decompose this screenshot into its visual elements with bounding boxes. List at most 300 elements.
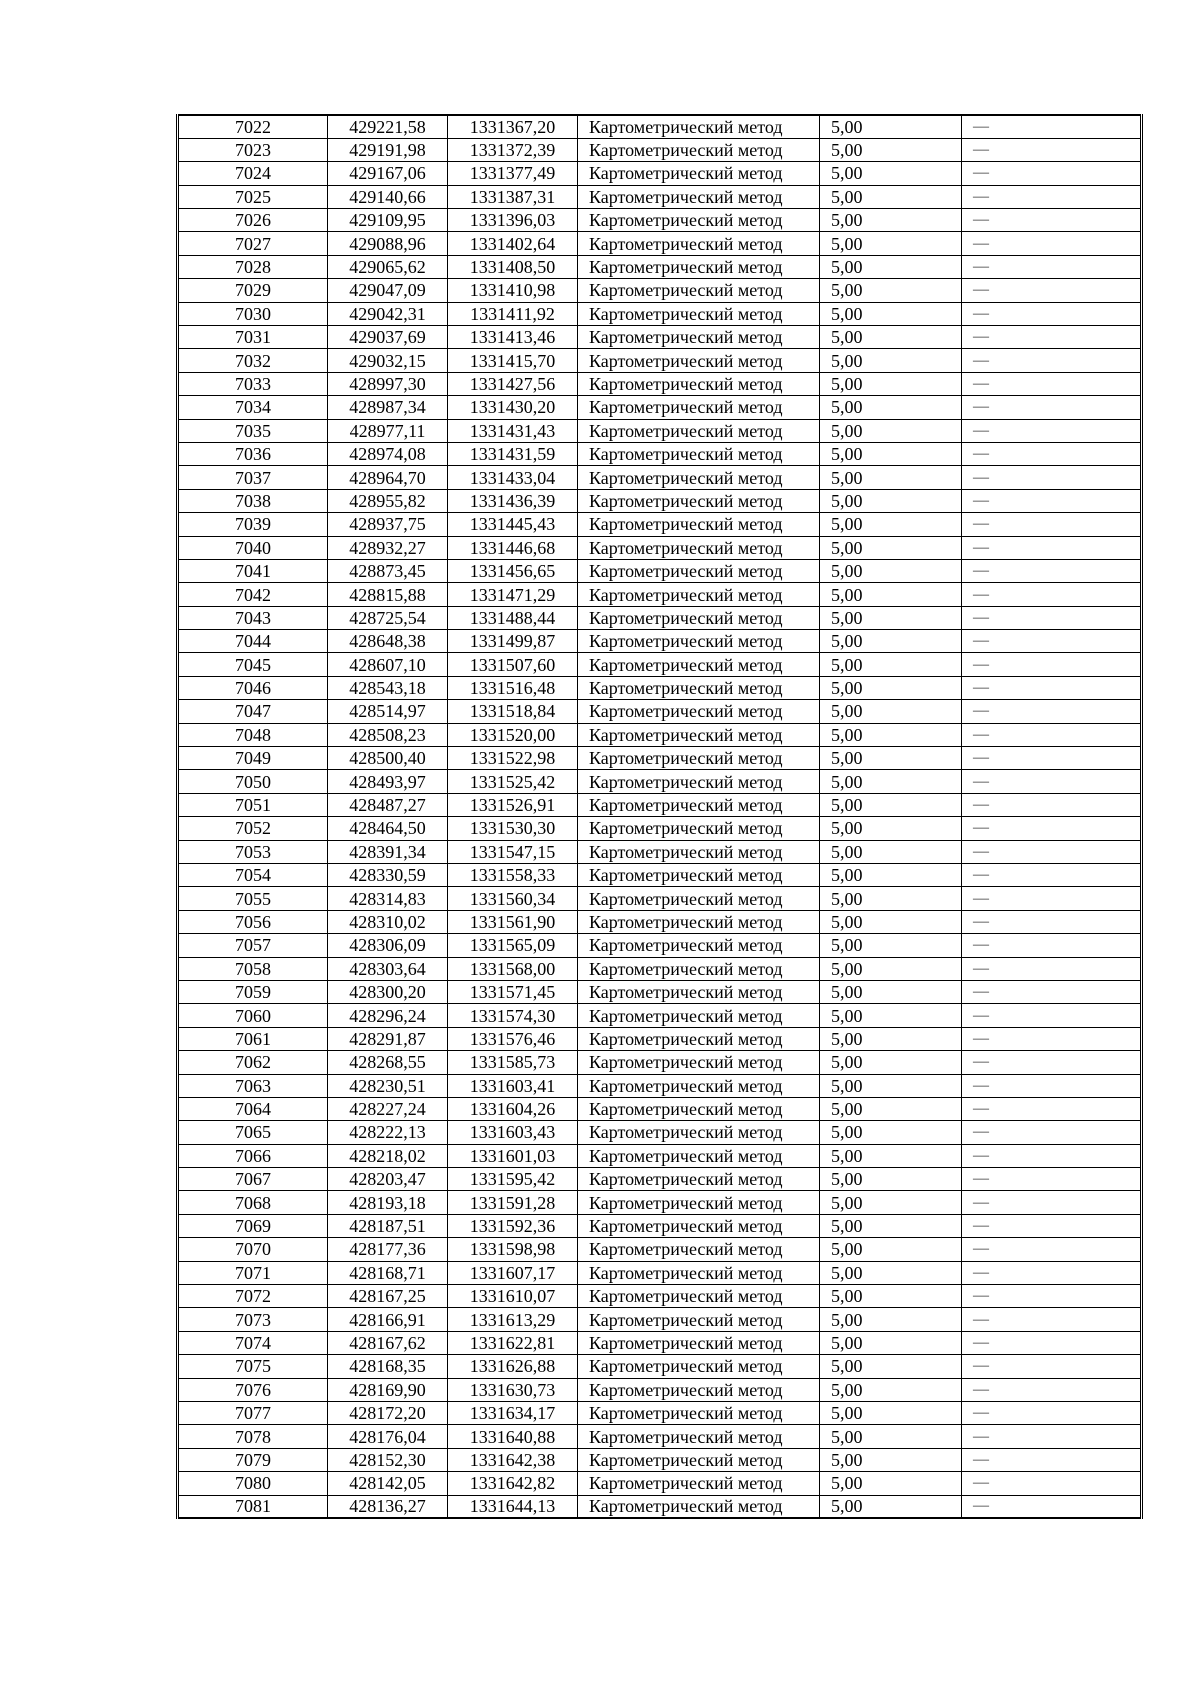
table-row (178, 864, 1142, 887)
note-cell: — (962, 887, 1142, 910)
point-number-cell: 7062 (178, 1051, 328, 1074)
x-coordinate-cell: 428136,27 (328, 1495, 448, 1518)
x-coordinate-cell: 428300,20 (328, 980, 448, 1003)
y-coordinate-cell: 1331433,04 (448, 466, 578, 489)
precision-cell: 5,00 (820, 1308, 962, 1331)
precision-cell: 5,00 (820, 559, 962, 582)
y-coordinate-cell: 1331560,34 (448, 887, 578, 910)
x-coordinate-cell: 428487,27 (328, 793, 448, 816)
x-coordinate-cell: 428177,36 (328, 1238, 448, 1261)
note-cell: — (962, 910, 1142, 933)
precision-cell: 5,00 (820, 279, 962, 302)
point-number-cell: 7052 (178, 817, 328, 840)
table-row (178, 1027, 1142, 1050)
note-cell: — (962, 676, 1142, 699)
point-number-cell: 7023 (178, 138, 328, 161)
x-coordinate-cell: 428193,18 (328, 1191, 448, 1214)
y-coordinate-cell: 1331576,46 (448, 1027, 578, 1050)
point-number-cell: 7055 (178, 887, 328, 910)
table-row (178, 793, 1142, 816)
x-coordinate-cell: 429109,95 (328, 209, 448, 232)
note-cell: — (962, 536, 1142, 559)
table-row (178, 442, 1142, 465)
point-number-cell: 7074 (178, 1331, 328, 1354)
point-number-cell: 7025 (178, 185, 328, 208)
y-coordinate-cell: 1331387,31 (448, 185, 578, 208)
x-coordinate-cell: 428152,30 (328, 1448, 448, 1471)
table-row (178, 255, 1142, 278)
note-cell: — (962, 1238, 1142, 1261)
y-coordinate-cell: 1331430,20 (448, 396, 578, 419)
note-cell: — (962, 1425, 1142, 1448)
note-cell: — (962, 209, 1142, 232)
precision-cell: 5,00 (820, 1051, 962, 1074)
note-cell: — (962, 279, 1142, 302)
precision-cell: 5,00 (820, 1144, 962, 1167)
method-cell: Картометрический метод (578, 980, 820, 1003)
note-cell: — (962, 840, 1142, 863)
method-cell: Картометрический метод (578, 887, 820, 910)
note-cell: — (962, 1004, 1142, 1027)
method-cell: Картометрический метод (578, 255, 820, 278)
precision-cell: 5,00 (820, 1472, 962, 1495)
method-cell: Картометрический метод (578, 583, 820, 606)
point-number-cell: 7068 (178, 1191, 328, 1214)
note-cell: — (962, 115, 1142, 138)
method-cell: Картометрический метод (578, 536, 820, 559)
x-coordinate-cell: 428508,23 (328, 723, 448, 746)
method-cell: Картометрический метод (578, 1261, 820, 1284)
note-cell: — (962, 1308, 1142, 1331)
precision-cell: 5,00 (820, 1261, 962, 1284)
method-cell: Картометрический метод (578, 1051, 820, 1074)
note-cell: — (962, 1378, 1142, 1401)
point-number-cell: 7030 (178, 302, 328, 325)
table-row (178, 1355, 1142, 1378)
table-row (178, 840, 1142, 863)
x-coordinate-cell: 428166,91 (328, 1308, 448, 1331)
note-cell: — (962, 630, 1142, 653)
note-cell: — (962, 653, 1142, 676)
point-number-cell: 7054 (178, 864, 328, 887)
note-cell: — (962, 396, 1142, 419)
method-cell: Картометрический метод (578, 676, 820, 699)
note-cell: — (962, 583, 1142, 606)
note-cell: — (962, 864, 1142, 887)
method-cell: Картометрический метод (578, 1448, 820, 1471)
method-cell: Картометрический метод (578, 840, 820, 863)
point-number-cell: 7066 (178, 1144, 328, 1167)
x-coordinate-cell: 429032,15 (328, 349, 448, 372)
method-cell: Картометрический метод (578, 700, 820, 723)
method-cell: Картометрический метод (578, 1495, 820, 1518)
x-coordinate-cell: 428176,04 (328, 1425, 448, 1448)
precision-cell: 5,00 (820, 1355, 962, 1378)
point-number-cell: 7058 (178, 957, 328, 980)
point-number-cell: 7067 (178, 1168, 328, 1191)
x-coordinate-cell: 428296,24 (328, 1004, 448, 1027)
precision-cell: 5,00 (820, 957, 962, 980)
y-coordinate-cell: 1331607,17 (448, 1261, 578, 1284)
y-coordinate-cell: 1331520,00 (448, 723, 578, 746)
x-coordinate-cell: 428725,54 (328, 606, 448, 629)
table-row (178, 700, 1142, 723)
point-number-cell: 7032 (178, 349, 328, 372)
method-cell: Картометрический метод (578, 1121, 820, 1144)
method-cell: Картометрический метод (578, 279, 820, 302)
table-row (178, 1378, 1142, 1401)
x-coordinate-cell: 428306,09 (328, 934, 448, 957)
y-coordinate-cell: 1331525,42 (448, 770, 578, 793)
table-row (178, 1261, 1142, 1284)
table-row (178, 396, 1142, 419)
precision-cell: 5,00 (820, 536, 962, 559)
method-cell: Картометрический метод (578, 1285, 820, 1308)
x-coordinate-cell: 428314,83 (328, 887, 448, 910)
table-row (178, 887, 1142, 910)
table-row (178, 1285, 1142, 1308)
note-cell: — (962, 700, 1142, 723)
y-coordinate-cell: 1331402,64 (448, 232, 578, 255)
point-number-cell: 7037 (178, 466, 328, 489)
x-coordinate-cell: 428330,59 (328, 864, 448, 887)
precision-cell: 5,00 (820, 1121, 962, 1144)
y-coordinate-cell: 1331642,38 (448, 1448, 578, 1471)
note-cell: — (962, 326, 1142, 349)
x-coordinate-cell: 428607,10 (328, 653, 448, 676)
table-row (178, 817, 1142, 840)
x-coordinate-cell: 429088,96 (328, 232, 448, 255)
method-cell: Картометрический метод (578, 513, 820, 536)
table-row (178, 1051, 1142, 1074)
x-coordinate-cell: 429037,69 (328, 326, 448, 349)
note-cell: — (962, 934, 1142, 957)
method-cell: Картометрический метод (578, 910, 820, 933)
point-number-cell: 7042 (178, 583, 328, 606)
table-row (178, 1121, 1142, 1144)
note-cell: — (962, 1401, 1142, 1424)
table-row (178, 1238, 1142, 1261)
precision-cell: 5,00 (820, 232, 962, 255)
precision-cell: 5,00 (820, 1378, 962, 1401)
y-coordinate-cell: 1331367,20 (448, 115, 578, 138)
x-coordinate-cell: 428168,35 (328, 1355, 448, 1378)
precision-cell: 5,00 (820, 162, 962, 185)
method-cell: Картометрический метод (578, 1472, 820, 1495)
note-cell: — (962, 606, 1142, 629)
precision-cell: 5,00 (820, 653, 962, 676)
precision-cell: 5,00 (820, 980, 962, 1003)
table-row (178, 1191, 1142, 1214)
x-coordinate-cell: 428230,51 (328, 1074, 448, 1097)
method-cell: Картометрический метод (578, 302, 820, 325)
note-cell: — (962, 747, 1142, 770)
method-cell: Картометрический метод (578, 326, 820, 349)
method-cell: Картометрический метод (578, 419, 820, 442)
y-coordinate-cell: 1331640,88 (448, 1425, 578, 1448)
table-row (178, 302, 1142, 325)
y-coordinate-cell: 1331471,29 (448, 583, 578, 606)
precision-cell: 5,00 (820, 419, 962, 442)
point-number-cell: 7027 (178, 232, 328, 255)
y-coordinate-cell: 1331372,39 (448, 138, 578, 161)
note-cell: — (962, 489, 1142, 512)
table-row (178, 934, 1142, 957)
table-row (178, 957, 1142, 980)
precision-cell: 5,00 (820, 1448, 962, 1471)
method-cell: Картометрический метод (578, 606, 820, 629)
y-coordinate-cell: 1331601,03 (448, 1144, 578, 1167)
x-coordinate-cell: 428168,71 (328, 1261, 448, 1284)
y-coordinate-cell: 1331516,48 (448, 676, 578, 699)
y-coordinate-cell: 1331626,88 (448, 1355, 578, 1378)
point-number-cell: 7049 (178, 747, 328, 770)
method-cell: Картометрический метод (578, 1331, 820, 1354)
point-number-cell: 7076 (178, 1378, 328, 1401)
method-cell: Картометрический метод (578, 185, 820, 208)
x-coordinate-cell: 428142,05 (328, 1472, 448, 1495)
precision-cell: 5,00 (820, 1214, 962, 1237)
precision-cell: 5,00 (820, 372, 962, 395)
y-coordinate-cell: 1331585,73 (448, 1051, 578, 1074)
precision-cell: 5,00 (820, 700, 962, 723)
table-row (178, 489, 1142, 512)
method-cell: Картометрический метод (578, 1238, 820, 1261)
method-cell: Картометрический метод (578, 489, 820, 512)
method-cell: Картометрический метод (578, 349, 820, 372)
precision-cell: 5,00 (820, 793, 962, 816)
x-coordinate-cell: 428167,25 (328, 1285, 448, 1308)
table-row (178, 1004, 1142, 1027)
point-number-cell: 7051 (178, 793, 328, 816)
note-cell: — (962, 466, 1142, 489)
y-coordinate-cell: 1331598,98 (448, 1238, 578, 1261)
y-coordinate-cell: 1331595,42 (448, 1168, 578, 1191)
point-number-cell: 7029 (178, 279, 328, 302)
table-row (178, 630, 1142, 653)
note-cell: — (962, 232, 1142, 255)
precision-cell: 5,00 (820, 466, 962, 489)
method-cell: Картометрический метод (578, 1378, 820, 1401)
table-row (178, 419, 1142, 442)
table-row (178, 559, 1142, 582)
table-row (178, 1472, 1142, 1495)
table-row (178, 513, 1142, 536)
point-number-cell: 7070 (178, 1238, 328, 1261)
method-cell: Картометрический метод (578, 653, 820, 676)
x-coordinate-cell: 428500,40 (328, 747, 448, 770)
y-coordinate-cell: 1331622,81 (448, 1331, 578, 1354)
method-cell: Картометрический метод (578, 1355, 820, 1378)
y-coordinate-cell: 1331499,87 (448, 630, 578, 653)
x-coordinate-cell: 428543,18 (328, 676, 448, 699)
precision-cell: 5,00 (820, 676, 962, 699)
note-cell: — (962, 1027, 1142, 1050)
note-cell: — (962, 1097, 1142, 1120)
note-cell: — (962, 1495, 1142, 1518)
x-coordinate-cell: 428815,88 (328, 583, 448, 606)
precision-cell: 5,00 (820, 185, 962, 208)
table-row (178, 583, 1142, 606)
table-row (178, 162, 1142, 185)
y-coordinate-cell: 1331574,30 (448, 1004, 578, 1027)
y-coordinate-cell: 1331411,92 (448, 302, 578, 325)
note-cell: — (962, 1051, 1142, 1074)
precision-cell: 5,00 (820, 1074, 962, 1097)
precision-cell: 5,00 (820, 723, 962, 746)
note-cell: — (962, 1214, 1142, 1237)
note-cell: — (962, 255, 1142, 278)
table-row (178, 1495, 1142, 1518)
point-number-cell: 7053 (178, 840, 328, 863)
x-coordinate-cell: 428937,75 (328, 513, 448, 536)
precision-cell: 5,00 (820, 630, 962, 653)
table-row (178, 910, 1142, 933)
y-coordinate-cell: 1331522,98 (448, 747, 578, 770)
precision-cell: 5,00 (820, 442, 962, 465)
y-coordinate-cell: 1331436,39 (448, 489, 578, 512)
point-number-cell: 7081 (178, 1495, 328, 1518)
precision-cell: 5,00 (820, 747, 962, 770)
note-cell: — (962, 1448, 1142, 1471)
point-number-cell: 7060 (178, 1004, 328, 1027)
method-cell: Картометрический метод (578, 1097, 820, 1120)
precision-cell: 5,00 (820, 326, 962, 349)
table-row (178, 185, 1142, 208)
y-coordinate-cell: 1331603,41 (448, 1074, 578, 1097)
x-coordinate-cell: 428169,90 (328, 1378, 448, 1401)
precision-cell: 5,00 (820, 209, 962, 232)
point-number-cell: 7022 (178, 115, 328, 138)
x-coordinate-cell: 428955,82 (328, 489, 448, 512)
y-coordinate-cell: 1331568,00 (448, 957, 578, 980)
method-cell: Картометрический метод (578, 442, 820, 465)
table-row (178, 326, 1142, 349)
y-coordinate-cell: 1331415,70 (448, 349, 578, 372)
x-coordinate-cell: 428203,47 (328, 1168, 448, 1191)
precision-cell: 5,00 (820, 910, 962, 933)
table-row (178, 770, 1142, 793)
x-coordinate-cell: 428310,02 (328, 910, 448, 933)
note-cell: — (962, 138, 1142, 161)
precision-cell: 5,00 (820, 349, 962, 372)
y-coordinate-cell: 1331445,43 (448, 513, 578, 536)
y-coordinate-cell: 1331530,30 (448, 817, 578, 840)
table-row (178, 115, 1142, 138)
precision-cell: 5,00 (820, 1331, 962, 1354)
point-number-cell: 7047 (178, 700, 328, 723)
method-cell: Картометрический метод (578, 138, 820, 161)
point-number-cell: 7078 (178, 1425, 328, 1448)
note-cell: — (962, 372, 1142, 395)
note-cell: — (962, 442, 1142, 465)
y-coordinate-cell: 1331630,73 (448, 1378, 578, 1401)
table-row (178, 279, 1142, 302)
method-cell: Картометрический метод (578, 1144, 820, 1167)
note-cell: — (962, 1355, 1142, 1378)
x-coordinate-cell: 428268,55 (328, 1051, 448, 1074)
precision-cell: 5,00 (820, 840, 962, 863)
method-cell: Картометрический метод (578, 864, 820, 887)
table-row (178, 372, 1142, 395)
y-coordinate-cell: 1331571,45 (448, 980, 578, 1003)
method-cell: Картометрический метод (578, 793, 820, 816)
y-coordinate-cell: 1331526,91 (448, 793, 578, 816)
point-number-cell: 7056 (178, 910, 328, 933)
point-number-cell: 7064 (178, 1097, 328, 1120)
precision-cell: 5,00 (820, 115, 962, 138)
point-number-cell: 7036 (178, 442, 328, 465)
x-coordinate-cell: 428218,02 (328, 1144, 448, 1167)
point-number-cell: 7039 (178, 513, 328, 536)
point-number-cell: 7075 (178, 1355, 328, 1378)
table-row (178, 1074, 1142, 1097)
point-number-cell: 7065 (178, 1121, 328, 1144)
y-coordinate-cell: 1331446,68 (448, 536, 578, 559)
point-number-cell: 7073 (178, 1308, 328, 1331)
y-coordinate-cell: 1331518,84 (448, 700, 578, 723)
method-cell: Картометрический метод (578, 115, 820, 138)
point-number-cell: 7057 (178, 934, 328, 957)
point-number-cell: 7077 (178, 1401, 328, 1424)
x-coordinate-cell: 428932,27 (328, 536, 448, 559)
x-coordinate-cell: 428648,38 (328, 630, 448, 653)
point-number-cell: 7033 (178, 372, 328, 395)
table-row (178, 138, 1142, 161)
coordinates-table (176, 114, 1143, 1519)
y-coordinate-cell: 1331613,29 (448, 1308, 578, 1331)
y-coordinate-cell: 1331456,65 (448, 559, 578, 582)
method-cell: Картометрический метод (578, 209, 820, 232)
point-number-cell: 7031 (178, 326, 328, 349)
note-cell: — (962, 559, 1142, 582)
precision-cell: 5,00 (820, 255, 962, 278)
table-row (178, 349, 1142, 372)
method-cell: Картометрический метод (578, 1214, 820, 1237)
note-cell: — (962, 1261, 1142, 1284)
note-cell: — (962, 302, 1142, 325)
x-coordinate-cell: 429065,62 (328, 255, 448, 278)
x-coordinate-cell: 428227,24 (328, 1097, 448, 1120)
point-number-cell: 7028 (178, 255, 328, 278)
note-cell: — (962, 162, 1142, 185)
x-coordinate-cell: 429140,66 (328, 185, 448, 208)
coordinates-table-body (178, 115, 1142, 1518)
method-cell: Картометрический метод (578, 372, 820, 395)
note-cell: — (962, 817, 1142, 840)
y-coordinate-cell: 1331558,33 (448, 864, 578, 887)
table-row (178, 1214, 1142, 1237)
method-cell: Картометрический метод (578, 770, 820, 793)
y-coordinate-cell: 1331427,56 (448, 372, 578, 395)
y-coordinate-cell: 1331488,44 (448, 606, 578, 629)
precision-cell: 5,00 (820, 1401, 962, 1424)
y-coordinate-cell: 1331547,15 (448, 840, 578, 863)
point-number-cell: 7071 (178, 1261, 328, 1284)
y-coordinate-cell: 1331603,43 (448, 1121, 578, 1144)
precision-cell: 5,00 (820, 770, 962, 793)
x-coordinate-cell: 428222,13 (328, 1121, 448, 1144)
x-coordinate-cell: 428493,97 (328, 770, 448, 793)
method-cell: Картометрический метод (578, 559, 820, 582)
precision-cell: 5,00 (820, 606, 962, 629)
y-coordinate-cell: 1331507,60 (448, 653, 578, 676)
precision-cell: 5,00 (820, 887, 962, 910)
table-row (178, 209, 1142, 232)
table-row (178, 1425, 1142, 1448)
method-cell: Картометрический метод (578, 817, 820, 840)
point-number-cell: 7035 (178, 419, 328, 442)
